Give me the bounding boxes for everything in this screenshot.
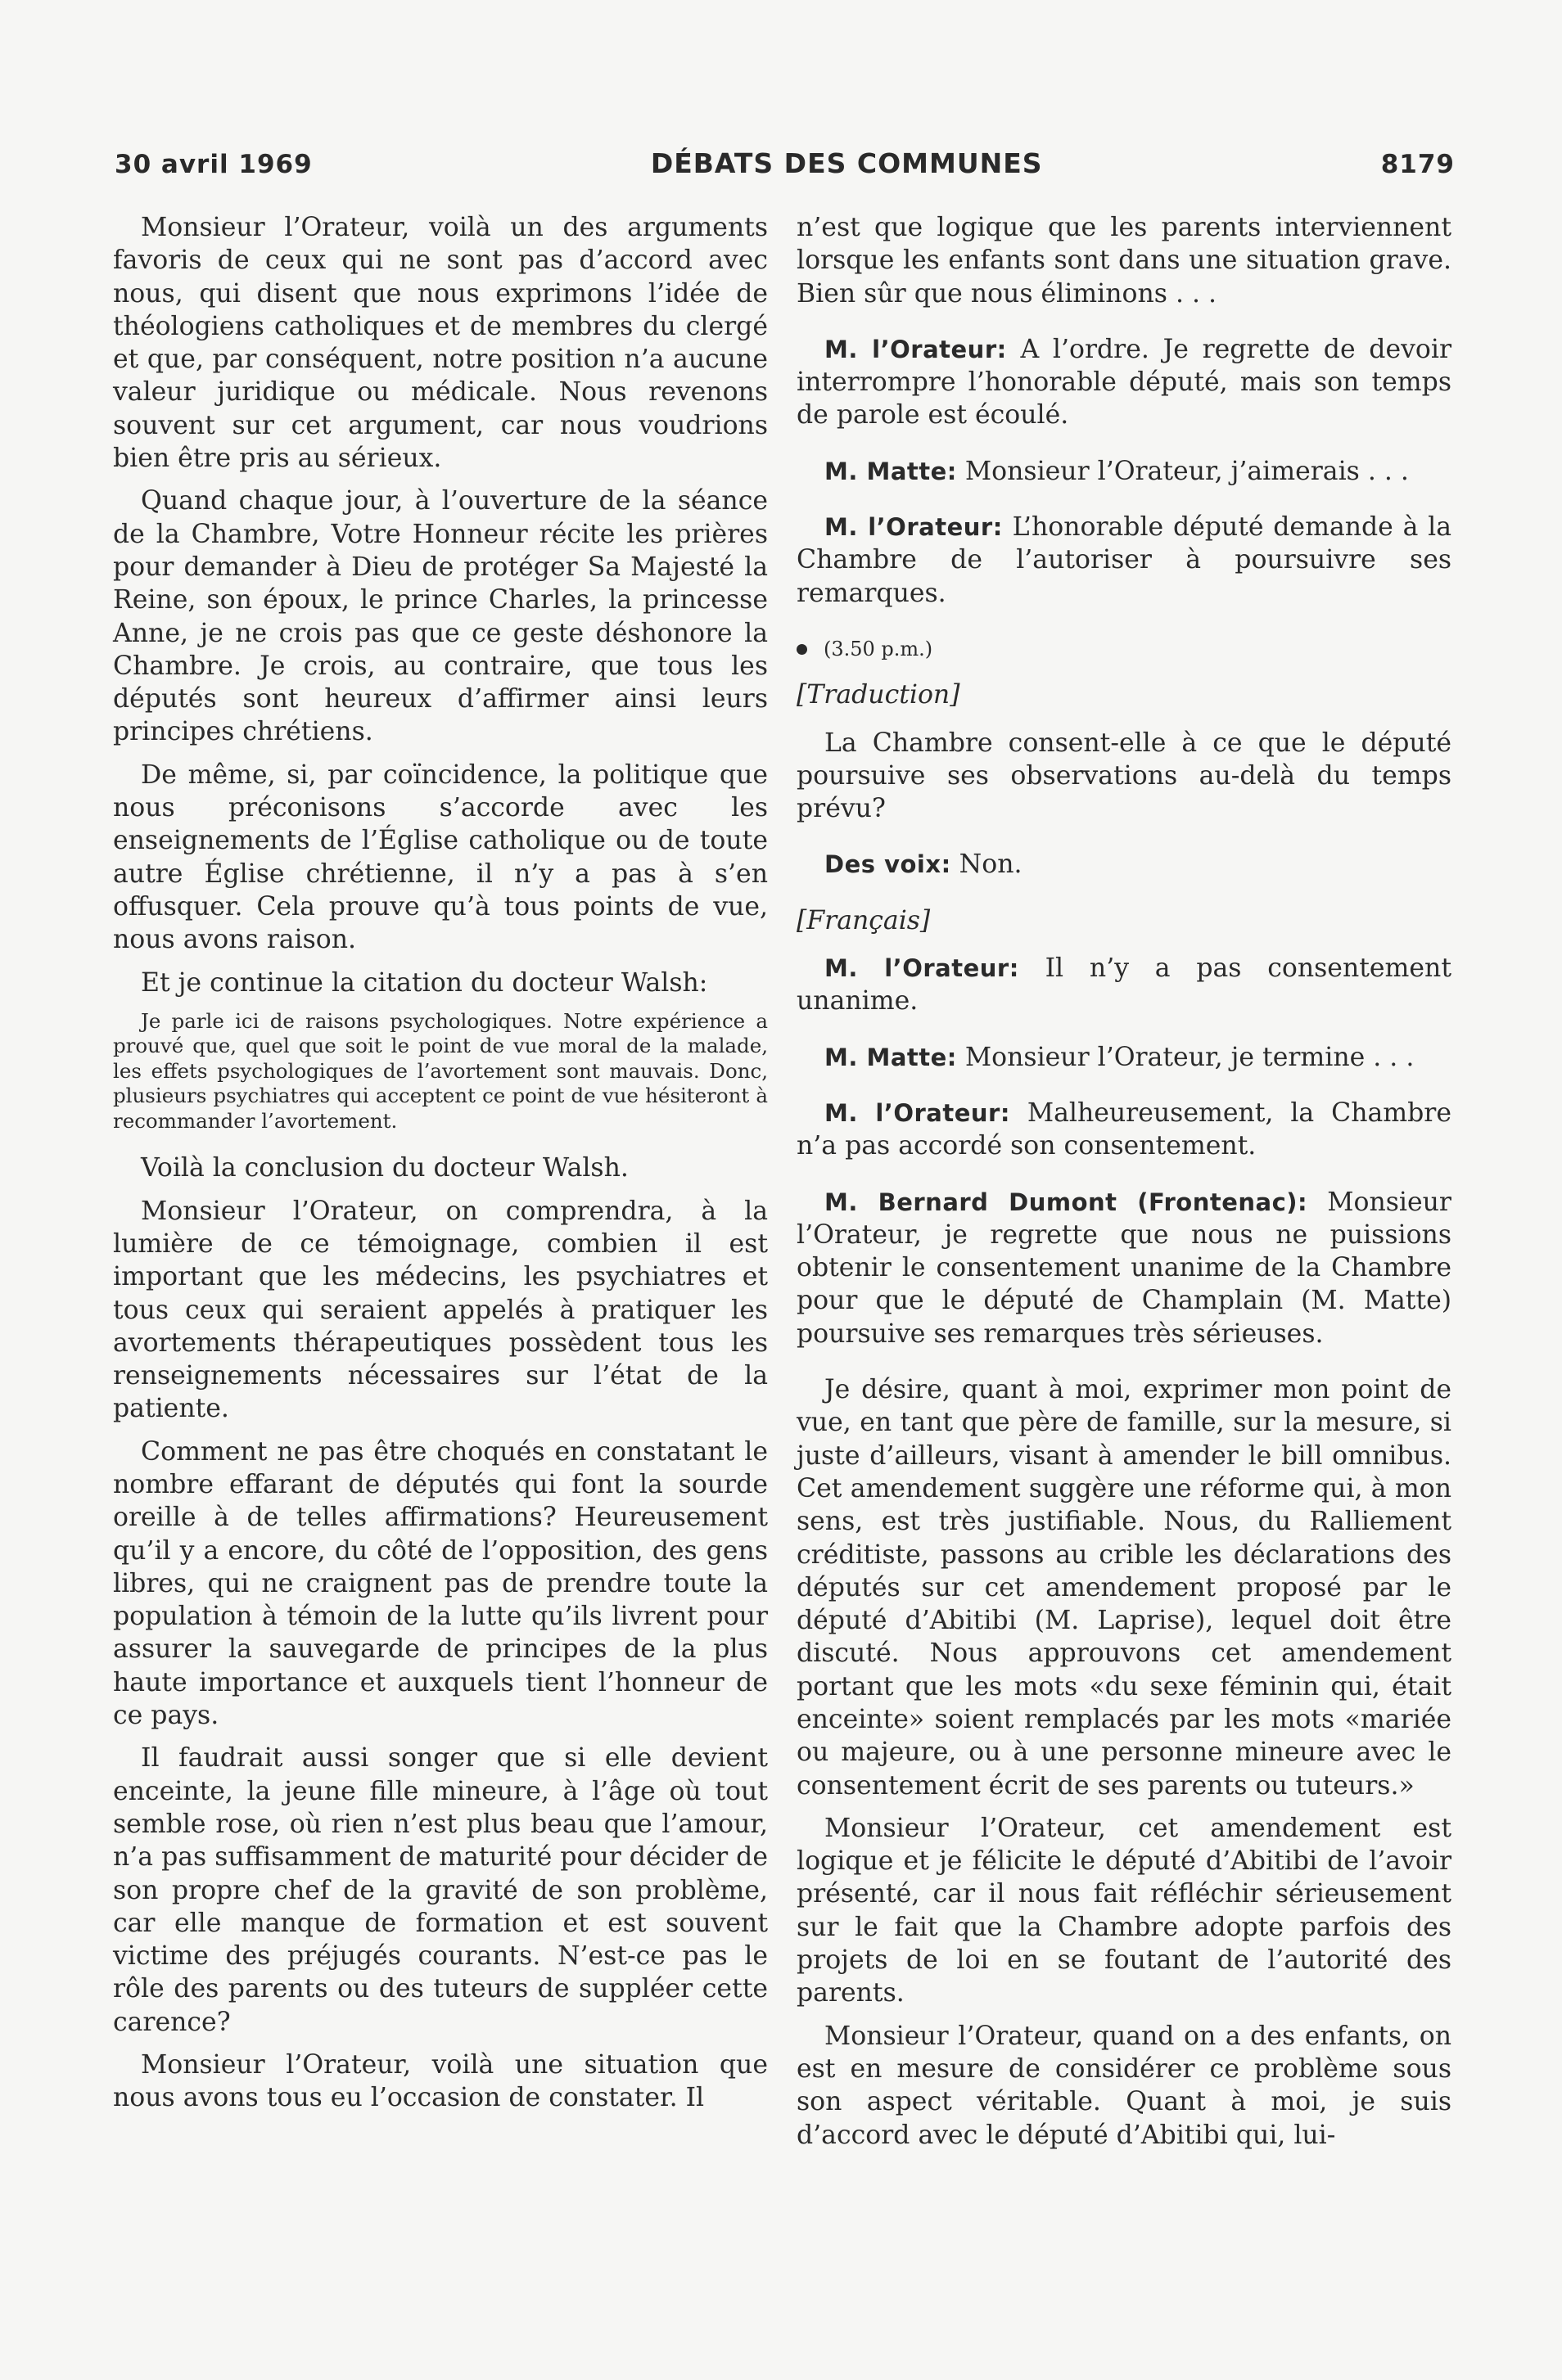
paragraph: Monsieur l’Orateur, cet amendement est logique et je félicite le député d’Abitibi de l’avoir présenté, car il nous fait réfléchir sérieusement sur le fait que la Chambre adopte parfois des projets de loi en se foutant de l’autorité des parents. (797, 1813, 1451, 2008)
speaker-name: M. l’Orateur: (824, 513, 1003, 542)
paragraph: Voilà la conclusion du docteur Walsh. (141, 1153, 629, 1183)
speaker-name: M. Bernard Dumont (Frontenac): (824, 1188, 1308, 1216)
speech-text: A l’ordre. Je regrette de devoir interrompre l’honorable député, mais son temps de parole est écoulé. (797, 334, 1452, 430)
speaker-name: Des voix: (824, 850, 951, 879)
speaker-name: M. l’Orateur: (824, 1098, 1010, 1127)
speech (797, 511, 1451, 610)
paragraph: Monsieur l’Orateur, on comprendra, à la lumière de ce témoignage, combien il est important que les médecins, les psychiatres et tous ceux qui seraient appelés à pratiquer les avortements thérapeutiques possèdent tous les renseignements nécessaires sur l’état de la patiente. (113, 1196, 768, 1424)
page-number: 8179 (1380, 150, 1455, 179)
speech-text: Il n’y a pas consentement unanime. (797, 953, 1451, 1016)
paragraph: Quand chaque jour, à l’ouverture de la séance de la Chambre, Votre Honneur récite les prières pour demander à Dieu de protéger Sa Majesté la Reine, son époux, le prince Charles, la princesse Anne, je ne crois pas que ce geste déshonore la Chambre. Je crois, au contraire, que tous les députés sont heureux d’affirmer ainsi leurs principes chrétiens. (113, 486, 768, 747)
language-tag: [Français] (797, 905, 931, 935)
speech-text: Malheureusement, la Chambre n’a pas accordé son consentement. (797, 1098, 1452, 1161)
bullet-icon (797, 644, 807, 655)
speech-text: Monsieur l’Orateur, je termine . . . (956, 1042, 1415, 1072)
speech-text: L’honorable député demande à la Chambre de l’autoriser à poursuivre ses remarques. (797, 512, 1451, 608)
speech (797, 455, 1451, 488)
paragraph: Il faudrait aussi songer que si elle devient enceinte, la jeune fille mineure, à l’âge où tout semble rose, où rien n’est plus beau que l’amour, n’a pas suffisamment de maturité pour décider de son propre chef de la gravité de son problème, car elle manque de formation et est souvent victime des préjugés courants. N’est-ce pas le rôle des parents ou des tuteurs de suppléer cette carence? (113, 1743, 768, 2037)
paragraph: La Chambre consent-elle à ce que le député poursuive ses observations au-delà du temps prévu? (797, 728, 1451, 824)
speech (797, 1097, 1451, 1163)
running-header (115, 147, 1455, 179)
paragraph: Monsieur l’Orateur, voilà une situation que nous avons tous eu l’occasion de constater. Il (113, 2050, 768, 2113)
quote-text: Je parle ici de raisons psychologiques. Notre expérience a prouvé que, quel que soit le point de vue moral de la malade, les effets psychologiques de l’avortement sont mauvais. Donc, plusieurs psychiatres qui acceptent ce point de vue hésiteront à recommander l’avortement. (113, 1008, 768, 1133)
header-title: DÉBATS DES COMMUNES (650, 147, 1043, 179)
speech (797, 1041, 1451, 1074)
header-date: 30 avril 1969 (115, 150, 313, 179)
speaker-name: M. Matte: (824, 457, 957, 485)
timestamp (797, 633, 1451, 665)
speaker-name: M. Matte: (824, 1043, 957, 1071)
speaker-name: M. l’Orateur: (824, 335, 1007, 363)
paragraph: n’est que logique que les parents interviennent lorsque les enfants sont dans une situation grave. Bien sûr que nous éliminons . . . (797, 213, 1451, 309)
right-column (797, 211, 1451, 2161)
speech-text: Monsieur l’Orateur, j’aimerais . . . (956, 456, 1409, 486)
speech-text: Non. (950, 850, 1023, 880)
paragraph: Je désire, quant à moi, exprimer mon point de vue, en tant que père de famille, sur la mesure, si juste d’ailleurs, visant à amender le bill omnibus. Cet amendement suggère une réforme qui, à mon sens, est très justifiable. Nous, du Ralliement créditiste, passons au crible les déclarations des députés sur cet amendement proposé par le député d’Abitibi (M. Laprise), lequel doit être discuté. Nous approuvons cet amendement portant que les mots «du sexe féminin qui, était enceinte» soient remplacés par les mots «mariée ou majeure, ou à une personne mineure avec le consentement écrit de ses parents ou tuteurs.» (797, 1375, 1451, 1801)
speaker-name: M. l’Orateur: (824, 954, 1019, 983)
paragraph: Monsieur l’Orateur, voilà un des arguments favoris de ceux qui ne sont pas d’accord avec nous, qui disent que nous exprimons l’idée de théologiens catholiques et de membres du clergé et que, par conséquent, notre position n’a aucune valeur juridique ou médicale. Nous revenons souvent sur cet argument, car nous voudrions bien être pris au sérieux. (113, 213, 768, 474)
speech (797, 848, 1451, 881)
speech (797, 333, 1451, 432)
paragraph: De même, si, par coïncidence, la politique que nous préconisons s’accorde avec les enseignements de l’Église catholique ou de toute autre Église chrétienne, il n’y a pas à s’en offusquer. Cela prouve qu’à tous points de vue, nous avons raison. (113, 760, 768, 955)
speech (797, 1186, 1451, 1350)
timestamp-text: (3.50 p.m.) (824, 637, 933, 660)
speech-text: Monsieur l’Orateur, je regrette que nous ne puissions obtenir le consentement unanime de la Chambre pour que le député de Champlain (M. Matte) poursuive ses remarques très sérieuses. (797, 1187, 1451, 1349)
paragraph: Et je continue la citation du docteur Walsh: (141, 967, 708, 998)
paragraph: Monsieur l’Orateur, quand on a des enfants, on est en mesure de considérer ce problème sous son aspect véritable. Quant à moi, je suis d’accord avec le député d’Abitibi qui, lui- (797, 2021, 1451, 2150)
left-column (113, 211, 768, 2125)
paragraph: Comment ne pas être choqués en constatant le nombre effarant de députés qui font la sourde oreille à de telles affirmations? Heureusement qu’il y a encore, du côté de l’opposition, des gens libres, qui ne craignent pas de prendre toute la population à témoin de la lutte qu’ils livrent pour assurer la sauvegarde de principes de la plus haute importance et auxquels tient l’honneur de ce pays. (113, 1436, 768, 1731)
language-tag: [Traduction] (797, 680, 960, 710)
speech (797, 952, 1451, 1018)
block-quote (113, 1009, 768, 1134)
